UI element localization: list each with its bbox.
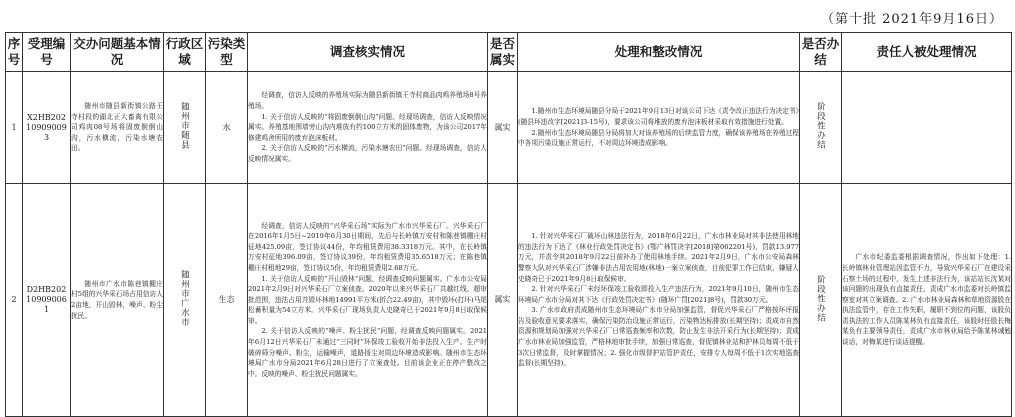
- row-is-true: 属实: [488, 184, 518, 417]
- header-issue: 交办问题基本情况: [71, 33, 164, 72]
- row-accountability: [842, 72, 1012, 184]
- investigation-paragraph: 1. 关于信访人反映的“开山毁林”问题，经调查反映问题属实。广水市公安局2021年2月9日对兴华采石厂立案侦查。2020年以来兴华采石厂共越红线、超审批范围，违法占用并毁坏林地14991平方米(折合22.49亩)，其中毁坏(打坏)马尾松蓄积量为54立方米。兴华采石厂现场负责人史晓奇已于2021年9月8日取保候审。: [248, 274, 487, 325]
- row-completed-cell: [800, 72, 842, 184]
- row-id: X2HB202109090093: [23, 72, 71, 184]
- header-region: 行政区域: [164, 33, 206, 72]
- handling-paragraph: 2. 针对兴华采石厂未经环保竣工验收即投入生产违法行为，2021年9月10日，随州市生态环境局广水市分局对其下达《行政处罚决定书》(随环广罚[2021]8号)，罚款30万元。: [518, 285, 799, 304]
- header-completed: 是否办结: [800, 33, 842, 72]
- handling-paragraph: 1.随州市生态环境局随县分局于2021年9月13日对该公司下达《责令改正违法行为决定书》(随县环违改字[2021]3-15号)，要求该公司将堆放的废弃泡沫板材采取有效措施进行处置。: [518, 107, 799, 126]
- row-completed: 阶段性办结: [815, 274, 826, 323]
- row-issue: 随州市广水市陈巷镇棚庄村5组的兴华采石场占用信访人2亩地，开山毁林，噪声、粉尘扰民。: [71, 184, 164, 417]
- header-pollution: 污染类型: [206, 33, 248, 72]
- row-region-cell: [164, 184, 206, 417]
- row-handling: [518, 184, 800, 417]
- handling-paragraph: 2.随州市生态环境局随县分局将加大对该养殖场的后续监管力度，确保该养殖场在养殖过程中各项污染设施正常运行，不对周边环境造成影响。: [518, 128, 799, 148]
- row-pollution: 水: [206, 72, 248, 184]
- row-completed: 阶段性办结: [815, 102, 826, 150]
- case-table: [5, 32, 1012, 417]
- header-id: 受理编号: [23, 33, 71, 72]
- row-region: 随州市随县: [179, 102, 190, 150]
- investigation-paragraph: 2. 关于信访人反映的“污水横流，污染水塘农田”问题。经现场调查，信访人反映情况属实。: [248, 144, 487, 163]
- row-issue: 随州市随县新街镇公路王寺村段的湖北正大畜禽有限公司鸡肉08号场将固废倒倒山沟，污水横流，污染水塘农田。: [71, 72, 164, 184]
- handling-paragraph: 1. 针对兴华采石厂破坏山林违法行为，2018年6月22日，广水市林业局对其非法使用林地的违法行为下达了《林业行政处罚决定书》(鄂广林罚决字[2018]第062201号)，罚款13.977万元，并责令其2018年9月22日前补办了使用林地手续。2021年2月9日，广水市公安局森林警察大队对兴华采石厂涉嫌非法占用农用地(林地)一案立案侦查，目前犯罪工作已结束，嫌疑人史晓奇已于2021年9月8日取保候审。: [518, 232, 799, 283]
- table-row: [6, 72, 1012, 184]
- header-investigation: 调查核实情况: [248, 33, 488, 72]
- row-seq: 2: [6, 184, 23, 417]
- row-region: 随州市广水市: [179, 270, 190, 327]
- row-accountability: 广水市纪委监委根据调查情况，作出如下处理：1. 长岭镇林业管理站因监管不力，导致兴华采石厂在建设采石察土场的过程中，发生上述非法行为，该站站长沈某对该问题的出现负有直接责任，责成广水市监委对长岭镇监察室对其立案调查。2. 广水市林业局森林和草地资源股在执法监管中，存在工作失职，履职不到位的问题，该股负责执法的工作人员陈某林负有直接责任，该股时任股长梅某负有主要领导责任，责成广水市林业局给予陈某林诫勉谈话，对梅某进行谈话提醒。: [842, 184, 1012, 417]
- investigation-paragraph: 经调查，信访人反映的“兴华采石场”实际为广水市兴华采石厂。兴华采石厂在2016年1月5日~2019年6月30日期间，先后与长岭镇万安村和陈巷镇棚庄村征地425.09亩，签订协议44份，年均租赁费用38.3318万元。其中，在长岭镇万安村征地396.09亩，签订协议39份，年均租赁费用35.6518万元；在陈巷镇棚庄村租地29亩，签订协议5份，年均租赁费用2.68万元。: [248, 221, 487, 272]
- investigation-paragraph: 经调查，信访人反映的养殖场实际为随县新街镇王寺村商品肉鸡养殖场8号养殖场。: [248, 91, 487, 111]
- row-completed-cell: [800, 184, 842, 417]
- row-region-cell: [164, 72, 206, 184]
- handling-paragraph: 3. 广水市政府责成随州市生态环境局广水市分局加强监管，督促兴华采石厂严格按环评报告及验收意见要求落实，确保污染防治设施正常运行，污染物达标排放(长期坚持)；责成市自然资源和规划局加强对兴华采石厂日常巡查频率和次数，防止发生非法开采行为(长期坚持)；责成广水市林业局加强监管，严格林地审批手续，加强日常巡查，督促镇林业站和护林员每周不低于3次日常监督，及时掌握情况；2. 强化市级督护站管护责任，安排专人每周不低于1次实地巡查监督(长期坚持)。: [518, 306, 799, 368]
- table-header-row: [6, 33, 1012, 72]
- table-row: [6, 184, 1012, 417]
- header-seq: 序号: [6, 33, 23, 72]
- row-investigation: [248, 184, 488, 417]
- row-investigation: [248, 72, 488, 184]
- row-pollution: 生态: [206, 184, 248, 417]
- investigation-paragraph: 1. 关于信访人反映的“将固废倒倒山沟”问题。经现场调查，信访人反映情况属实。养殖基地围墙旁山沟内堆放有约100立方米的固体废物，为该公司2017年修建鸡舍所用的废弃泡沫板材。: [248, 112, 487, 142]
- row-seq: 1: [6, 72, 23, 184]
- row-handling: [518, 72, 800, 184]
- row-is-true: 属实: [488, 72, 518, 184]
- header-is-true: 是否属实: [488, 33, 518, 72]
- batch-label: （第十批 2021年9月16日）: [820, 12, 1003, 27]
- investigation-paragraph: 2. 关于信访人反映的“噪声、粉尘扰民”问题，经调查反映问题属实。2021年6月12日兴华采石厂未通过“三同时”环保竣工验收开始非法投入生产。生产时破碎筛分噪声、粉尘，运输噪声，道路扬尘对周边环境造成影响。随州市生态环境局广水市分局2021年6月28日进行了立案查处。目前该企业正在停产整改之中。反映的噪声、粉尘扰民问题属实。: [248, 327, 487, 378]
- row-id: D2HB202109090061: [23, 184, 71, 417]
- header-accountability: 责任人被处理情况: [842, 33, 1012, 72]
- header-handling: 处理和整改情况: [518, 33, 800, 72]
